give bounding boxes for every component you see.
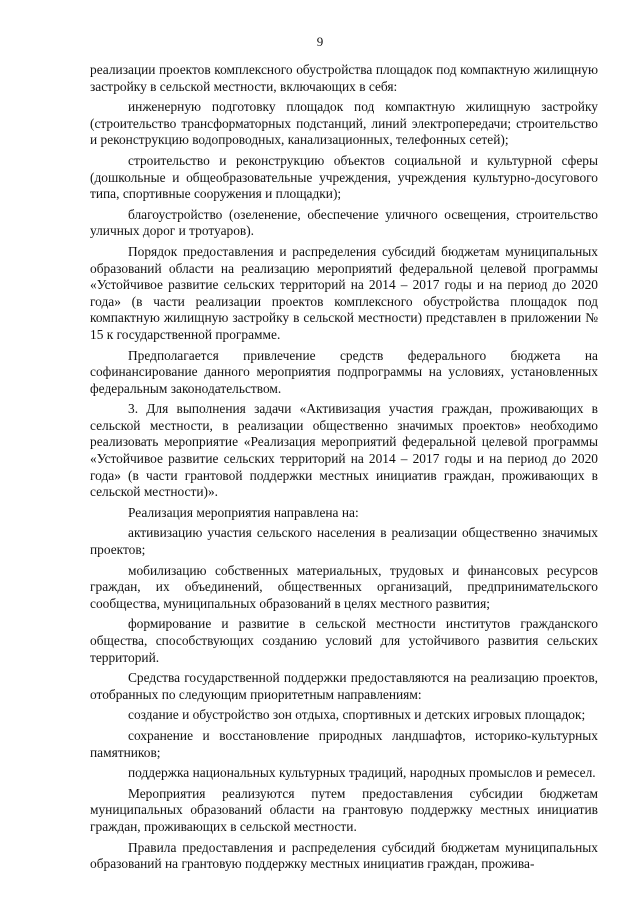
paragraph: Реализация мероприятия направлена на: bbox=[128, 504, 359, 520]
page-number: 9 bbox=[316, 34, 324, 49]
paragraph: Правила предоставления и распределения субсидий бюджетам муниципальных образований на грантовую поддержку местных инициатив граждан, прожива- bbox=[90, 839, 598, 872]
paragraph: сохранение и восстановление природных ландшафтов, историко-культурных памятников; bbox=[90, 727, 598, 760]
paragraph: активизацию участия сельского населения в реализации общественно значимых проектов; bbox=[90, 525, 598, 558]
paragraph: формирование и развитие в сельской местности институтов гражданского общества, способствующих созданию условий для устойчивого развития сельских территорий. bbox=[90, 616, 598, 665]
paragraph: инженерную подготовку площадок под компактную жилищную застройку (строительство трансформаторных подстанций, линий электропередачи; строительство и реконструкцию водопроводных, канализационных, телефонных сетей); bbox=[90, 99, 598, 148]
paragraph: реализации проектов комплексного обустройства площадок под компактную жилищную застройку в сельской местности, включающих в себя: bbox=[90, 62, 598, 94]
document-body bbox=[90, 62, 598, 877]
paragraph: строительство и реконструкцию объектов социальной и культурной сферы (дошкольные и общеобразовательные учреждения, учреждения культурно-досугового типа, спортивные сооружения и площадки); bbox=[90, 152, 598, 202]
paragraph: поддержка национальных культурных традиций, народных промыслов и ремесел. bbox=[128, 765, 596, 781]
paragraph: Порядок предоставления и распределения субсидий бюджетам муниципальных образований области на реализацию мероприятий федеральной целевой программы «Устойчивое развитие сельских территорий на 2014 – 2017 годы и на период до 2020 года» (в части реализации проектов комплексного обустройства площадок под компактную жилищную застройку в сельской местности) представлен в приложении № 15 к государственной программе. bbox=[90, 243, 598, 342]
paragraph: Предполагается привлечение средств федерального бюджета на софинансирование данного мероприятия подпрограммы на условиях, установленных федеральным законодательством. bbox=[90, 347, 598, 396]
paragraph: благоустройство (озеленение, обеспечение уличного освещения, строительство уличных дорог и тротуаров). bbox=[90, 206, 598, 239]
paragraph: мобилизацию собственных материальных, трудовых и финансовых ресурсов граждан, их объединений, общественных организаций, предпринимательского сообщества, муниципальных образований в целях местного развития; bbox=[90, 562, 598, 611]
paragraph: Мероприятия реализуются путем предоставления субсидии бюджетам муниципальных образований области на грантовую поддержку местных инициатив граждан, проживающих в сельской местности. bbox=[90, 785, 598, 834]
paragraph: Средства государственной поддержки предоставляются на реализацию проектов, отобранных по следующим приоритетным направлениям: bbox=[90, 670, 598, 702]
paragraph: 3. Для выполнения задачи «Активизация участия граждан, проживающих в сельской местности, в реализации общественно значимых проектов» необходимо реализовать мероприятие «Реализация мероприятий федеральной целевой программы «Устойчивое развитие сельских территорий на 2014 – 2017 годы и на период до 2020 года» (в части грантовой поддержки местных инициатив граждан, проживающих в сельской местности)». bbox=[90, 401, 598, 500]
paragraph: создание и обустройство зон отдыха, спортивных и детских игровых площадок; bbox=[128, 707, 586, 723]
